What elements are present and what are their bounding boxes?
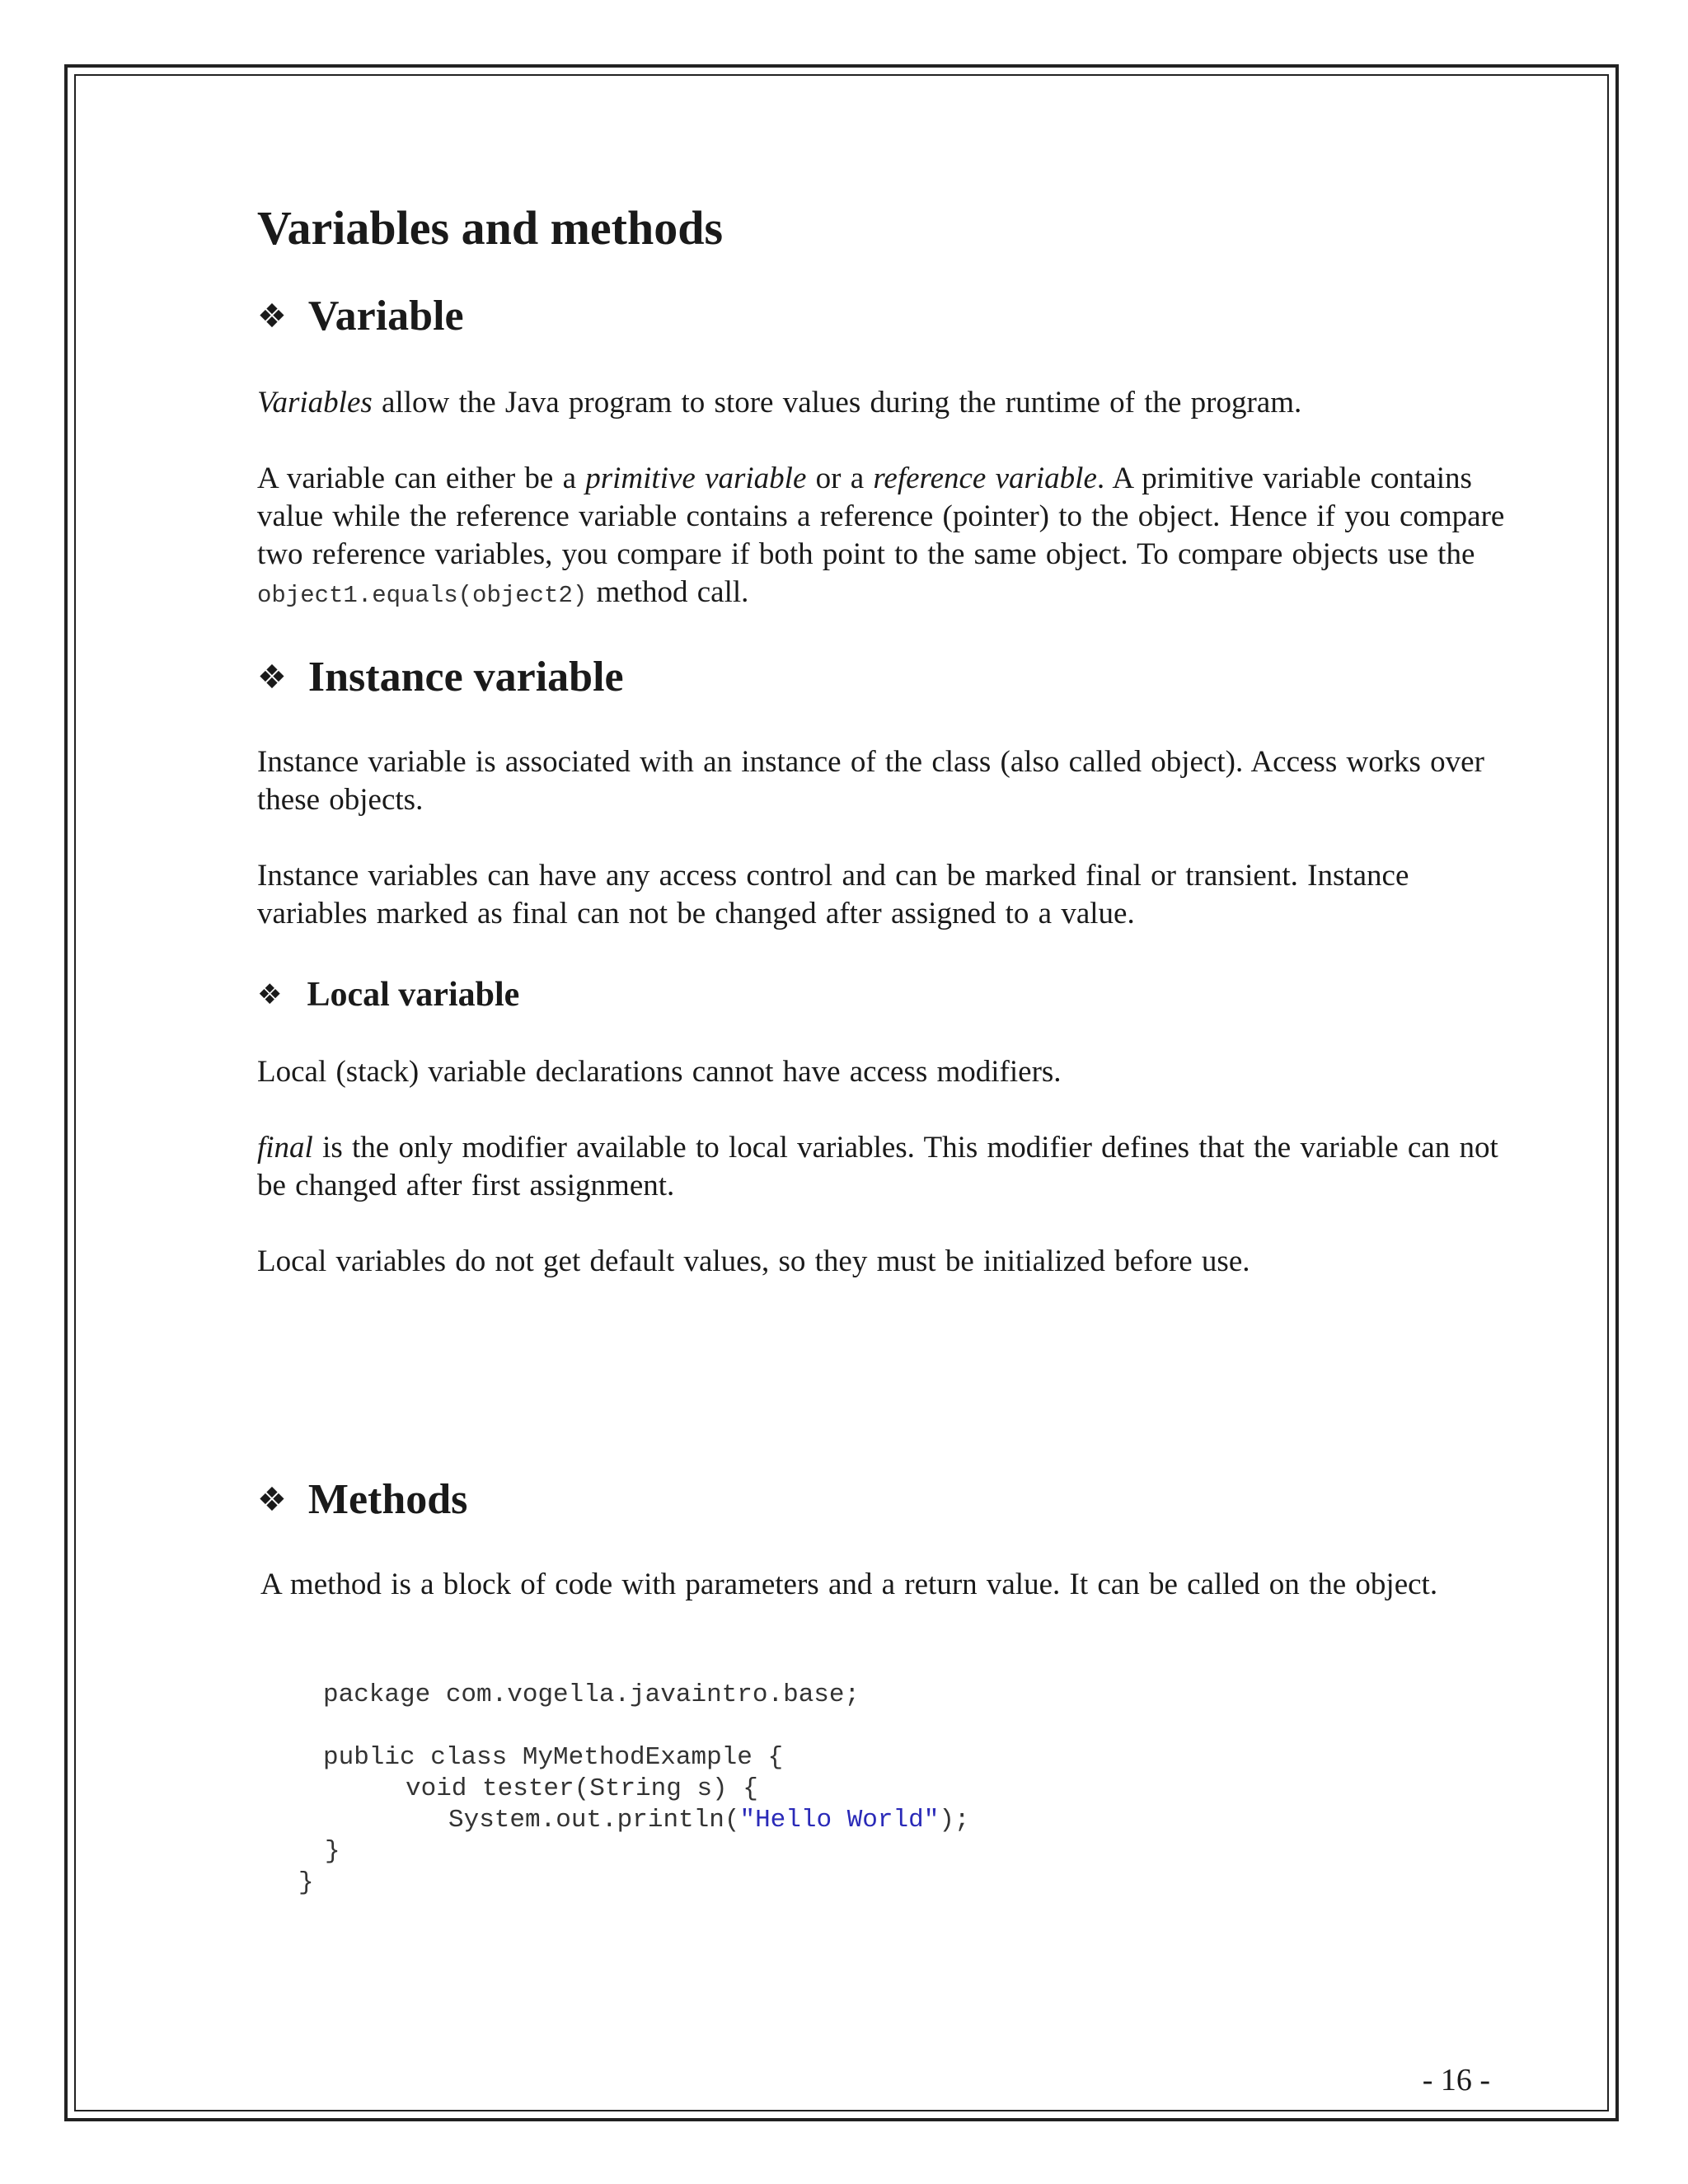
section-heading-methods: [257, 1476, 468, 1523]
code-line: }: [325, 1837, 340, 1866]
section-heading-label: Variable: [307, 293, 464, 340]
diamond-bullet-icon: ❖: [257, 978, 283, 1011]
paragraph-text: is the only modifier available to local variables. This modifier defines that the variable can not be changed after first assignment.: [257, 1131, 1498, 1202]
code-line: }: [298, 1868, 314, 1897]
code-line: public class MyMethodExample {: [323, 1743, 784, 1772]
emphasis-text: primitive variable: [585, 462, 807, 495]
paragraph-text: method call.: [587, 575, 749, 609]
emphasis-text: final: [257, 1131, 313, 1165]
code-token: System.out.println(: [448, 1806, 740, 1835]
code-string-literal: "Hello World": [739, 1806, 940, 1835]
section-heading-variable: [257, 295, 464, 338]
diamond-bullet-icon: ❖: [257, 298, 287, 335]
paragraph-local-variable-final: [257, 1129, 1510, 1205]
paragraph-variables-intro: [257, 384, 1510, 422]
page-number: - 16 -: [1422, 2063, 1490, 2097]
paragraph-text: allow the Java program to store values during the runtime of the program.: [372, 386, 1302, 419]
section-heading-label: Instance variable: [307, 654, 624, 701]
page-title: Variables and methods: [257, 201, 724, 255]
code-token: );: [939, 1806, 970, 1835]
diamond-bullet-icon: ❖: [257, 1481, 287, 1519]
paragraph-local-variable-defaults: Local variables do not get default values, so they must be initialized before use.: [257, 1244, 1250, 1278]
section-heading-label: Local variable: [307, 976, 520, 1014]
emphasis-text: reference variable: [873, 462, 1097, 495]
paragraph-text: or a: [806, 462, 874, 495]
code-line: void tester(String s) {: [406, 1774, 758, 1803]
paragraph-instance-variable-definition: Instance variable is associated with an instance of the class (also called object). Access works over these objects.: [257, 745, 1484, 817]
emphasis-text: Variables: [257, 386, 373, 419]
paragraph-local-variable-modifiers: Local (stack) variable declarations cannot have access modifiers.: [257, 1055, 1062, 1089]
diamond-bullet-icon: ❖: [257, 658, 287, 696]
section-heading-local-variable: [257, 977, 519, 1012]
section-heading-label: Methods: [307, 1476, 468, 1523]
paragraph-variable-types: [257, 460, 1510, 615]
paragraph-instance-variable-access: Instance variables can have any access control and can be marked final or transient. Instance variables marked as final can not be changed after assigned to a value.: [257, 859, 1409, 930]
paragraph-text: . A primitive variable contains value while the reference variable contains a reference (pointer) to the object. Hence if you compare two reference variables, you compare if both point to the same object. To compare objects use the: [257, 462, 1505, 571]
code-line: package com.vogella.javaintro.base;: [323, 1680, 860, 1709]
code-line: [448, 1805, 970, 1836]
section-heading-instance-variable: [257, 656, 624, 699]
paragraph-method-definition: A method is a block of code with parameters and a return value. It can be called on the object.: [260, 1568, 1438, 1601]
inline-code: object1.equals(object2): [257, 582, 588, 609]
paragraph-text: A variable can either be a: [257, 462, 586, 495]
